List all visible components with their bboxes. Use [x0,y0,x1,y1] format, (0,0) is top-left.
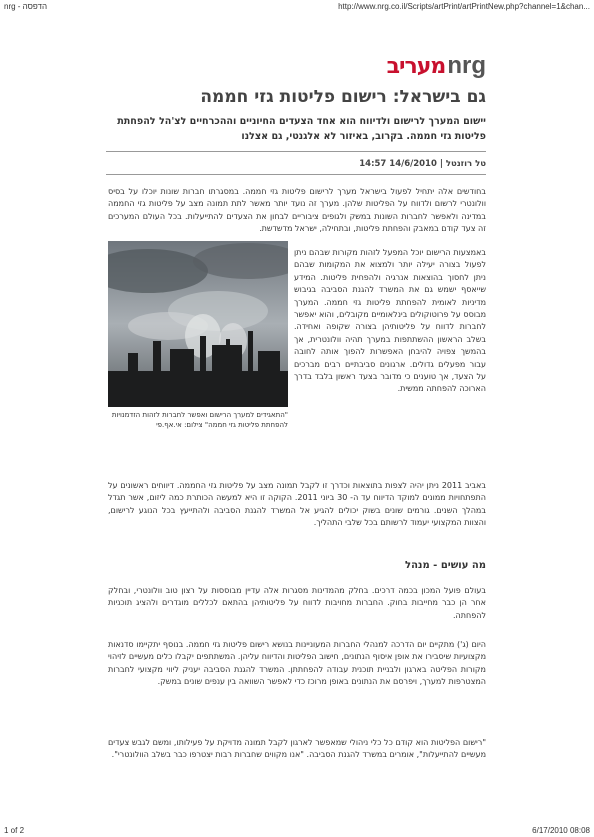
section-heading: מה עושים - מנהל [405,560,486,571]
divider [106,174,486,175]
print-footer [0,823,594,837]
article-paragraph: בעולם פועל המכון בכמה דרכים. בחלק מהמדינות מסגרות אלה עדיין מבוססות על רצון טוב וולונטרי, ובחלק אחר הן כבר מחייבות בחוק. החברות מחויבות לדווח על פליטותיהן בהתאם לכללים מוגדרים ולהציג תוכניות להפחתה. [108,586,486,620]
article-headline: גם בישראל: רישום פליטות גזי חממה [200,87,486,107]
logo-latin: nrg [447,52,486,79]
page-number: 1 of 2 [4,826,25,835]
article-photo [108,241,288,407]
print-header-url[interactable]: http://www.nrg.co.il/Scripts/artPrint/artPrintNew.php?channel=1&chan... [338,2,590,11]
article-paragraph-side: באמצעות הרישום יוכל המפעל לזהות מקורות שבהם ניתן לפעול בצורה יעילה יותר ולמצוא את המקומות שבהם ניתן לחסוך בהוצאות אנרגיה ולהפחית פליטות. המידע שייאסף ישמש גם את המשרד להגנת הסביבה בגיבוש מדיניות לאומית להפחתת פליטות גזי חממה. המערך מבוסס על פרוטוקולים בינלאומיים מקובלים, והוא יאפשר לחברות לדווח על פליטותיהן בצורה שקופה ואחידה. בשלב הראשון ההשתתפות במערך תהיה וולונטרית, אך בהמשך צפויה להיבחן האפשרות להפוך אותה לחובה עבור מפעלים גדולים. ארגונים סביבתיים רבים מברכים על הצעד, אך טוענים כי מדובר בצעד ראשון בלבד בדרך הארוכה להפחתה ממשית. [294,248,486,394]
logo-hebrew: מעריב [386,54,446,79]
article-paragraph: באביב 2011 ניתן יהיה לצפות בתוצאות וכדרך זו לקבל תמונה מצב על פליטות גזי החממה. דיווחים ראשונים על התפתחויות ממונים למוקד הדיווח עד ה- 30 ביוני 2011. הקוקה זו היא למעשה הכותרת כמה ליזום, אשר תגדל במהלך השנים. גורמים שונים בשוק יכולים להגיע אל המשרד להגנת הסביבה ולהתייעץ בכל הנוגע לרישום, והצוות המקצועי יעמוד לרשותם בכל שלבי התהליך. [108,481,487,528]
article-paragraph: היום (ג') מתקיים יום הדרכה למנהלי החברות המעוניינות בנושא רישום פליטות גזי חממה. בנוסף יתקיימו סדנאות מקצועיות שיסבירו את אופן איסוף הנתונים, חישוב הפליטות והדיווח עליהן. המשתתפים יקבלו כלים מעשיים לזיהוי מקורות הפליטה בארגון ולבניית תוכנית עבודה להפחתתן. המשרד להגנת הסביבה יעניק ליווי מקצועי לחברות המצטרפות למערך, ויפרסם את הנתונים באופן מרוכז כדי לאפשר השוואה בין ענפים שונים במשק. [108,640,486,687]
article-subhead: יישום המערך לרישום ולדיווח הוא אחד הצעדים החיוניים וההכרחיים לצ'הל להפחתת פליטות גזי חממה. בקרוב, באיזור לא אלגנטי, גם אצלנו [117,116,486,142]
print-header [0,0,594,14]
divider [106,151,486,152]
print-timestamp: 6/17/2010 08:08 [532,826,590,835]
article-paragraph-intro: בחודשים אלה יתחיל לפעול בישראל מערך לרישום פליטות גזי חממה. במסגרתו חברות שונות יוכלו על בסיס וולונטרי לרשום ולדווח על הפליטות שלהן. מערך זה נועד יותר מאשר לתת תמונה מצב על פליטות גזי החממה במדינה ולאפשר לחברות השונות במשק ולגופים ציבוריים לבחון את הצעדים להתייעלות. בכל העולם המערכים זה צעד קודם במאבק והפחתת פליטות, ובתחילה, ישראל מדשדשת. [108,187,486,234]
article-paragraph: "רישום הפליטות הוא קודם כל כלי ניהולי שמאפשר לארגון לקבל תמונה מדויקת על פעילותו, ומשם לגבש צעדים מעשיים להתייעלות", אומרים במשרד להגנת הסביבה. "אנו מקווים שחברות רבות יצטרפו כבר בשלב הוולונטרי". [108,738,486,760]
print-header-title: nrg - הדפסה [4,2,48,11]
article-byline: טל רוזנטל | 14/6/2010 14:57 [359,159,486,169]
site-logo[interactable] [387,52,486,80]
photo-caption: "התאגידים למערך הרישום ואפשר לחברות לזהות הזדמנויות להפחתת פליטות גזי חממה" צילום: אי.אף.פי [111,411,288,429]
